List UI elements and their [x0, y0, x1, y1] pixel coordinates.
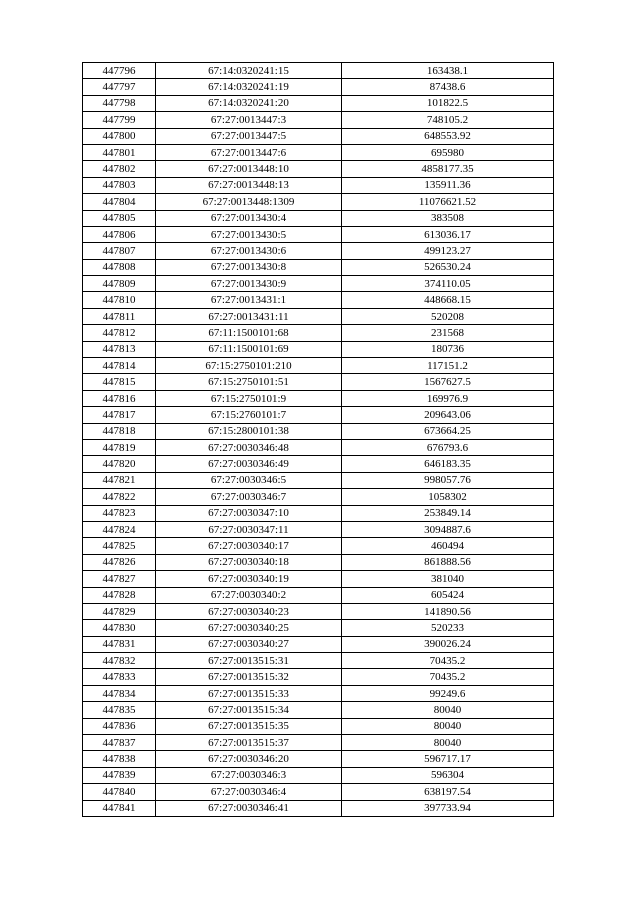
value-cell: 460494	[342, 538, 554, 554]
cadastral-number-cell: 67:27:0013430:9	[156, 276, 342, 292]
table-row	[83, 603, 554, 619]
record-number-cell: 447813	[83, 341, 156, 357]
table-row	[83, 259, 554, 275]
cadastral-number-cell: 67:27:0030346:7	[156, 489, 342, 505]
table-row	[83, 325, 554, 341]
record-number-cell: 447815	[83, 374, 156, 390]
cadastral-number-cell: 67:27:0013431:11	[156, 308, 342, 324]
cadastral-number-cell: 67:27:0030346:20	[156, 751, 342, 767]
cadastral-number-cell: 67:27:0030346:48	[156, 439, 342, 455]
cadastral-number-cell: 67:27:0013431:1	[156, 292, 342, 308]
value-cell: 87438.6	[342, 79, 554, 95]
value-cell: 596717.17	[342, 751, 554, 767]
record-number-cell: 447807	[83, 243, 156, 259]
value-cell: 520233	[342, 620, 554, 636]
cadastral-number-cell: 67:27:0030340:19	[156, 571, 342, 587]
table-row	[83, 554, 554, 570]
value-cell: 80040	[342, 718, 554, 734]
record-number-cell: 447823	[83, 505, 156, 521]
cadastral-number-cell: 67:27:0030347:11	[156, 521, 342, 537]
record-number-cell: 447829	[83, 603, 156, 619]
cadastral-number-cell: 67:27:0013515:35	[156, 718, 342, 734]
table-row	[83, 685, 554, 701]
record-number-cell: 447828	[83, 587, 156, 603]
record-number-cell: 447797	[83, 79, 156, 95]
record-number-cell: 447806	[83, 226, 156, 242]
cadastral-number-cell: 67:27:0030346:3	[156, 767, 342, 783]
cadastral-number-cell: 67:27:0030346:41	[156, 800, 342, 816]
table-row	[83, 128, 554, 144]
record-number-cell: 447796	[83, 63, 156, 79]
value-cell: 163438.1	[342, 63, 554, 79]
record-number-cell: 447841	[83, 800, 156, 816]
value-cell: 646183.35	[342, 456, 554, 472]
cadastral-number-cell: 67:27:0030340:27	[156, 636, 342, 652]
cadastral-number-cell: 67:27:0013515:31	[156, 653, 342, 669]
table-row	[83, 784, 554, 800]
table-row	[83, 653, 554, 669]
value-cell: 99249.6	[342, 685, 554, 701]
record-number-cell: 447811	[83, 308, 156, 324]
value-cell: 605424	[342, 587, 554, 603]
value-cell: 499123.27	[342, 243, 554, 259]
table-row	[83, 505, 554, 521]
record-number-cell: 447839	[83, 767, 156, 783]
table-row	[83, 571, 554, 587]
value-cell: 383508	[342, 210, 554, 226]
table-row	[83, 79, 554, 95]
value-cell: 1567627.5	[342, 374, 554, 390]
table-row	[83, 669, 554, 685]
records-table	[82, 62, 554, 817]
cadastral-number-cell: 67:14:0320241:19	[156, 79, 342, 95]
table-row	[83, 144, 554, 160]
cadastral-number-cell: 67:27:0013430:5	[156, 226, 342, 242]
record-number-cell: 447810	[83, 292, 156, 308]
cadastral-number-cell: 67:27:0013448:10	[156, 161, 342, 177]
value-cell: 695980	[342, 144, 554, 160]
record-number-cell: 447819	[83, 439, 156, 455]
value-cell: 80040	[342, 702, 554, 718]
value-cell: 209643.06	[342, 407, 554, 423]
table-row	[83, 390, 554, 406]
cadastral-number-cell: 67:15:2750101:9	[156, 390, 342, 406]
value-cell: 448668.15	[342, 292, 554, 308]
cadastral-number-cell: 67:27:0030346:5	[156, 472, 342, 488]
value-cell: 861888.56	[342, 554, 554, 570]
record-number-cell: 447802	[83, 161, 156, 177]
value-cell: 141890.56	[342, 603, 554, 619]
table-row	[83, 63, 554, 79]
cadastral-number-cell: 67:14:0320241:15	[156, 63, 342, 79]
record-number-cell: 447799	[83, 112, 156, 128]
record-number-cell: 447822	[83, 489, 156, 505]
table-row	[83, 636, 554, 652]
value-cell: 638197.54	[342, 784, 554, 800]
value-cell: 11076621.52	[342, 194, 554, 210]
table-row	[83, 800, 554, 816]
record-number-cell: 447836	[83, 718, 156, 734]
cadastral-number-cell: 67:15:2760101:7	[156, 407, 342, 423]
value-cell: 1058302	[342, 489, 554, 505]
value-cell: 596304	[342, 767, 554, 783]
record-number-cell: 447826	[83, 554, 156, 570]
table-row	[83, 702, 554, 718]
table-row	[83, 308, 554, 324]
cadastral-number-cell: 67:14:0320241:20	[156, 95, 342, 111]
table-row	[83, 341, 554, 357]
record-number-cell: 447830	[83, 620, 156, 636]
cadastral-number-cell: 67:27:0030340:23	[156, 603, 342, 619]
record-number-cell: 447804	[83, 194, 156, 210]
record-number-cell: 447801	[83, 144, 156, 160]
table-row	[83, 587, 554, 603]
cadastral-number-cell: 67:27:0013447:6	[156, 144, 342, 160]
value-cell: 117151.2	[342, 358, 554, 374]
value-cell: 231568	[342, 325, 554, 341]
table-row	[83, 276, 554, 292]
cadastral-number-cell: 67:15:2750101:51	[156, 374, 342, 390]
record-number-cell: 447812	[83, 325, 156, 341]
table-row	[83, 292, 554, 308]
value-cell: 4858177.35	[342, 161, 554, 177]
record-number-cell: 447832	[83, 653, 156, 669]
cadastral-number-cell: 67:11:1500101:69	[156, 341, 342, 357]
table-row	[83, 194, 554, 210]
record-number-cell: 447838	[83, 751, 156, 767]
table-row	[83, 407, 554, 423]
value-cell: 381040	[342, 571, 554, 587]
record-number-cell: 447803	[83, 177, 156, 193]
value-cell: 70435.2	[342, 653, 554, 669]
record-number-cell: 447820	[83, 456, 156, 472]
record-number-cell: 447827	[83, 571, 156, 587]
value-cell: 3094887.6	[342, 521, 554, 537]
cadastral-number-cell: 67:27:0013515:32	[156, 669, 342, 685]
record-number-cell: 447825	[83, 538, 156, 554]
record-number-cell: 447816	[83, 390, 156, 406]
table-row	[83, 358, 554, 374]
value-cell: 526530.24	[342, 259, 554, 275]
record-number-cell: 447837	[83, 735, 156, 751]
cadastral-number-cell: 67:27:0030340:25	[156, 620, 342, 636]
table-row	[83, 161, 554, 177]
cadastral-number-cell: 67:27:0030340:18	[156, 554, 342, 570]
record-number-cell: 447834	[83, 685, 156, 701]
record-number-cell: 447798	[83, 95, 156, 111]
value-cell: 648553.92	[342, 128, 554, 144]
value-cell: 613036.17	[342, 226, 554, 242]
table-row	[83, 177, 554, 193]
cadastral-number-cell: 67:27:0013430:8	[156, 259, 342, 275]
table-row	[83, 374, 554, 390]
cadastral-number-cell: 67:27:0030346:4	[156, 784, 342, 800]
table-row	[83, 423, 554, 439]
table-row	[83, 243, 554, 259]
table-row	[83, 751, 554, 767]
cadastral-number-cell: 67:27:0013447:5	[156, 128, 342, 144]
cadastral-number-cell: 67:27:0013447:3	[156, 112, 342, 128]
value-cell: 374110.05	[342, 276, 554, 292]
table-row	[83, 112, 554, 128]
value-cell: 673664.25	[342, 423, 554, 439]
cadastral-number-cell: 67:27:0013430:4	[156, 210, 342, 226]
table-row	[83, 620, 554, 636]
cadastral-number-cell: 67:27:0030346:49	[156, 456, 342, 472]
value-cell: 998057.76	[342, 472, 554, 488]
record-number-cell: 447824	[83, 521, 156, 537]
cadastral-number-cell: 67:27:0013448:1309	[156, 194, 342, 210]
value-cell: 80040	[342, 735, 554, 751]
table-row	[83, 489, 554, 505]
table-row	[83, 210, 554, 226]
record-number-cell: 447821	[83, 472, 156, 488]
record-number-cell: 447831	[83, 636, 156, 652]
table-row	[83, 439, 554, 455]
record-number-cell: 447818	[83, 423, 156, 439]
record-number-cell: 447800	[83, 128, 156, 144]
cadastral-number-cell: 67:27:0013515:33	[156, 685, 342, 701]
table-row	[83, 767, 554, 783]
record-number-cell: 447817	[83, 407, 156, 423]
value-cell: 180736	[342, 341, 554, 357]
value-cell: 390026.24	[342, 636, 554, 652]
value-cell: 101822.5	[342, 95, 554, 111]
record-number-cell: 447835	[83, 702, 156, 718]
record-number-cell: 447808	[83, 259, 156, 275]
cadastral-number-cell: 67:11:1500101:68	[156, 325, 342, 341]
cadastral-number-cell: 67:27:0030340:2	[156, 587, 342, 603]
cadastral-number-cell: 67:27:0013515:34	[156, 702, 342, 718]
cadastral-number-cell: 67:15:2800101:38	[156, 423, 342, 439]
cadastral-number-cell: 67:27:0030347:10	[156, 505, 342, 521]
cadastral-number-cell: 67:27:0030340:17	[156, 538, 342, 554]
records-table-body	[83, 63, 554, 817]
table-row	[83, 226, 554, 242]
value-cell: 676793.6	[342, 439, 554, 455]
record-number-cell: 447805	[83, 210, 156, 226]
cadastral-number-cell: 67:15:2750101:210	[156, 358, 342, 374]
cadastral-number-cell: 67:27:0013515:37	[156, 735, 342, 751]
value-cell: 169976.9	[342, 390, 554, 406]
table-row	[83, 95, 554, 111]
table-row	[83, 735, 554, 751]
cadastral-number-cell: 67:27:0013430:6	[156, 243, 342, 259]
record-number-cell: 447814	[83, 358, 156, 374]
table-row	[83, 472, 554, 488]
value-cell: 253849.14	[342, 505, 554, 521]
value-cell: 748105.2	[342, 112, 554, 128]
value-cell: 520208	[342, 308, 554, 324]
table-row	[83, 538, 554, 554]
table-row	[83, 521, 554, 537]
record-number-cell: 447840	[83, 784, 156, 800]
table-row	[83, 456, 554, 472]
value-cell: 397733.94	[342, 800, 554, 816]
value-cell: 135911.36	[342, 177, 554, 193]
table-row	[83, 718, 554, 734]
value-cell: 70435.2	[342, 669, 554, 685]
record-number-cell: 447809	[83, 276, 156, 292]
record-number-cell: 447833	[83, 669, 156, 685]
cadastral-number-cell: 67:27:0013448:13	[156, 177, 342, 193]
